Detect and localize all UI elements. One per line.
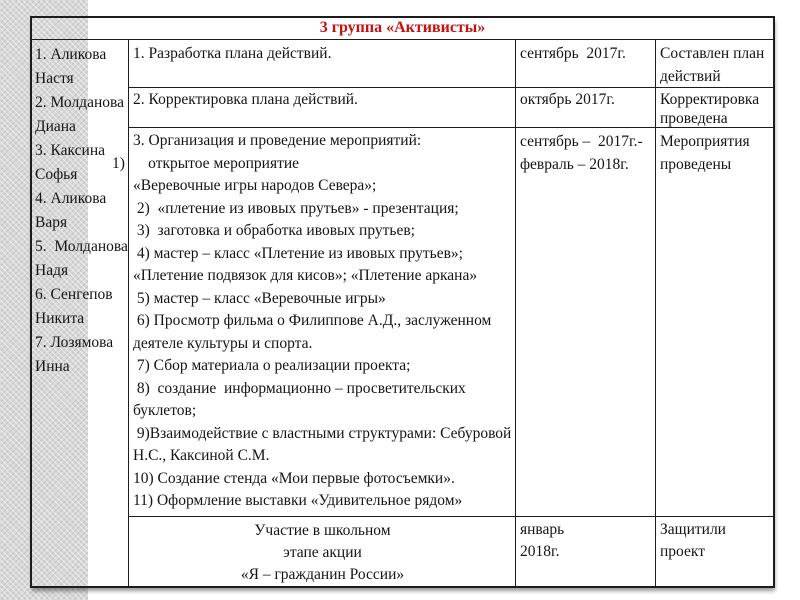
date-cell: сентябрь 2017г. [516, 40, 656, 87]
activity-cell: Участие в школьном этапе акции «Я – гражданин России» [129, 517, 516, 586]
result-cell: Защитили проект [660, 521, 726, 560]
table-row-correction [129, 88, 773, 128]
result-cell: Мероприятия проведены [660, 133, 750, 173]
activity-cell: 3. Организация и проведение мероприятий: 1) открытое мероприятие «Веревочные игры народов Севера»; 2) «плетение из ивовых прутьев» - презентация; 3) заготовка и обработка ивовых прутьев; 4) мастер – класс «Плетение из ивовых прутьев»; «Плетение подвязок для кисов»; «Плетение аркана» 5) мастер – класс «Веревочные игры» 6) Просмотр фильма о Филиппове А.Д., заслуженном деятеле культуры и спорта. 7) Сбор материала о реализации проекта; 8) создание информационно – просветительских буклетов; 9)Взаимодействие с властными структурами: Себуровой Н.С., Каксиной С.М. 10) Создание стенда «Мои первые фотосъемки». 11) Оформление выставки «Удивительное рядом» [129, 128, 516, 516]
result-cell: Корректировка проведена [660, 91, 760, 127]
table-row-plan [129, 40, 773, 88]
activity-cell [129, 40, 516, 87]
activity-cell [129, 88, 516, 127]
activity-text: 1. Разработка плана действий. [133, 45, 332, 62]
members-cell: 1. Аликова Настя 2. Молданова Диана 3. Каксина Софья 4. Аликова Варя 5. Молданова Надя 6. Сенгепов Никита 7. Лозямова Инна [32, 40, 129, 586]
result-cell: Составлен план действий [660, 45, 765, 85]
table-row-school-action [129, 517, 773, 586]
date-cell: сентябрь – 2017г.- февраль – 2018г. [516, 128, 656, 516]
table-title: 3 группа «Активисты» [32, 18, 773, 40]
activity-text: 2. Корректировка плана действий. [133, 91, 358, 108]
table-body [32, 40, 773, 586]
table-rows [112, 40, 773, 586]
date-cell: январь 2018г. [516, 517, 656, 586]
date-cell: октябрь 2017г. [516, 88, 656, 127]
activists-table [30, 16, 775, 588]
table-row-events [112, 128, 773, 517]
